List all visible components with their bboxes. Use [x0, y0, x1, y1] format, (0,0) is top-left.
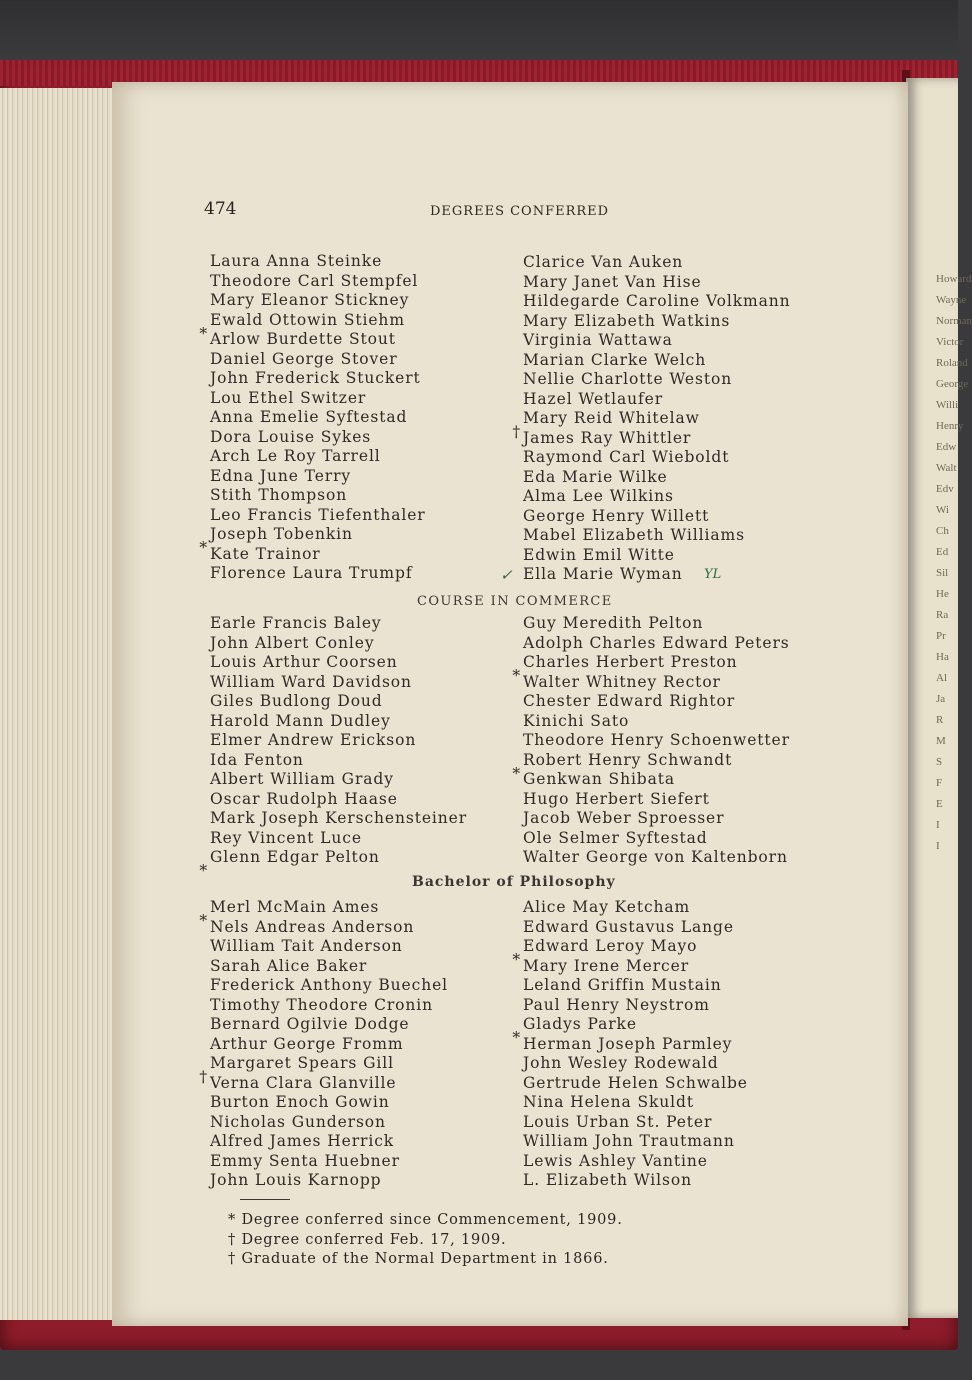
- section-heading-commerce: COURSE IN COMMERCE: [417, 594, 613, 609]
- facing-page: [906, 78, 972, 1318]
- graduate-name: * Merl McMain Ames: [199, 898, 380, 930]
- top-list-right-column: [512, 253, 791, 585]
- facing-page-fragment: George: [936, 378, 969, 390]
- facing-page-fragment: F: [936, 777, 943, 789]
- graduate-name-text: Eda Marie Wilke: [523, 467, 668, 486]
- facing-page-fragment: Sil: [936, 567, 949, 579]
- graduate-name-text: Oscar Rudolph Haase: [210, 789, 398, 808]
- footnotes: [228, 1211, 623, 1270]
- commerce-right-column: [512, 614, 790, 868]
- facing-page-fragment: He: [936, 588, 949, 600]
- facing-page-fragment: Walt: [936, 462, 957, 474]
- graduate-name-text: Mary Elizabeth Watkins: [523, 311, 731, 330]
- graduate-name: [523, 614, 790, 634]
- graduate-name: [523, 976, 748, 996]
- facing-page-fragment: Willi: [936, 399, 959, 411]
- graduate-name: * Glenn Edgar Pelton: [199, 848, 380, 880]
- graduate-name-text: Adolph Charles Edward Peters: [523, 633, 790, 652]
- graduate-name-text: Lou Ethel Switzer: [210, 388, 367, 407]
- graduate-name: [210, 712, 467, 732]
- graduate-name-text: Robert Henry Schwandt: [523, 750, 733, 769]
- graduate-name-text: Harold Mann Dudley: [210, 711, 391, 730]
- graduate-name: [210, 1113, 448, 1133]
- graduate-name-text: Laura Anna Steinke: [210, 252, 383, 270]
- graduate-name-text: Edward Gustavus Lange: [523, 917, 734, 936]
- page-stack-edges: [0, 88, 120, 1320]
- graduate-name: * Ewald Ottowin Stiehm: [199, 310, 405, 343]
- graduate-name: [210, 389, 426, 409]
- graduate-name-text: Nels Andreas Anderson: [210, 917, 415, 936]
- philosophy-right-column: [512, 898, 748, 1191]
- graduate-name-text: John Albert Conley: [210, 633, 375, 652]
- footnote: † Graduate of the Normal Department in 1866.: [228, 1251, 609, 1267]
- graduate-name-text: Alfred James Herrick: [210, 1132, 395, 1150]
- graduate-name: [210, 653, 467, 673]
- handwritten-check-mark: ✓: [500, 566, 513, 584]
- graduate-name-text: Genkwan Shibata: [523, 770, 676, 788]
- graduate-name-text: Ewald Ottowin Stiehm: [210, 310, 405, 329]
- graduate-name: [523, 848, 790, 868]
- graduate-name-text: Ida Fenton: [210, 750, 304, 769]
- graduate-name: [210, 937, 448, 957]
- graduate-name: [210, 996, 448, 1016]
- graduate-name: [523, 1074, 748, 1094]
- graduate-name: [210, 350, 426, 370]
- facing-page-fragment: Edw: [936, 441, 957, 453]
- graduate-name: [523, 673, 790, 693]
- graduate-name: [210, 614, 467, 634]
- graduate-name: [523, 957, 748, 977]
- graduate-name-text: Alice May Ketcham: [523, 898, 691, 916]
- graduate-name-text: John Frederick Stuckert: [210, 369, 421, 387]
- graduate-name: [210, 1093, 448, 1113]
- graduate-name: [210, 790, 467, 810]
- graduate-name: [523, 253, 791, 273]
- facing-page-fragment: Henry: [936, 420, 964, 432]
- graduate-name: [210, 330, 426, 350]
- graduate-name-text: Herman Joseph Parmley: [523, 1034, 733, 1053]
- graduate-name: [210, 809, 467, 829]
- graduate-name: * Edward Leroy Mayo: [512, 937, 698, 969]
- graduate-name-text: William John Trautmann: [523, 1132, 735, 1150]
- graduate-name-text: Edward Leroy Mayo: [523, 937, 698, 955]
- graduate-name-text: Merl McMain Ames: [210, 898, 380, 916]
- graduate-name: [210, 428, 426, 448]
- graduate-name: [523, 507, 791, 527]
- graduate-name-text: Guy Meredith Pelton: [523, 614, 704, 632]
- philosophy-left-column: [199, 898, 449, 1191]
- graduate-name: [523, 1132, 748, 1152]
- graduate-name: [523, 565, 791, 585]
- graduate-name: [210, 1015, 448, 1035]
- graduate-name: [210, 692, 467, 712]
- graduate-name: [210, 957, 448, 977]
- facing-page-fragment: Pr: [936, 630, 946, 642]
- facing-page-fragment: Norman: [936, 315, 972, 327]
- facing-page-fragment: Wayne: [936, 294, 967, 306]
- facing-page-fragment: Edv: [936, 483, 954, 495]
- graduate-name-text: Walter Whitney Rector: [523, 672, 721, 691]
- graduate-name-text: Ole Selmer Syftestad: [523, 828, 708, 847]
- running-head: DEGREES CONFERRED: [430, 204, 610, 219]
- graduate-name: [523, 370, 791, 390]
- graduate-name-text: Hugo Herbert Siefert: [523, 789, 710, 808]
- facing-page-fragment: Wi: [936, 504, 949, 516]
- graduate-name-text: Nicholas Gunderson: [210, 1112, 386, 1131]
- graduate-name-text: Rey Vincent Luce: [210, 828, 362, 847]
- graduate-name-text: Louis Arthur Coorsen: [210, 653, 398, 671]
- graduate-name: [523, 1093, 748, 1113]
- graduate-name-text: William Ward Davidson: [210, 672, 412, 691]
- graduate-name: [523, 292, 791, 312]
- graduate-name-text: Ella Marie Wyman: [523, 565, 683, 583]
- graduate-name-text: Paul Henry Neystrom: [523, 995, 710, 1014]
- graduate-name: [210, 1171, 448, 1191]
- graduate-name: [523, 1035, 748, 1055]
- graduate-name-text: Dora Louise Sykes: [210, 427, 372, 446]
- graduate-name-text: Edna June Terry: [210, 466, 352, 485]
- graduate-name-text: Nina Helena Skuldt: [523, 1093, 694, 1111]
- graduate-name: [523, 546, 791, 566]
- graduate-name-text: Mark Joseph Kerschensteiner: [210, 809, 468, 827]
- graduate-name-text: Hildegarde Caroline Volkmann: [523, 292, 791, 310]
- graduate-name: [523, 770, 790, 790]
- graduate-name-text: Lewis Ashley Vantine: [523, 1151, 708, 1170]
- handwritten-initials: YL: [704, 567, 722, 582]
- graduate-name-text: Gladys Parke: [523, 1015, 637, 1033]
- graduate-name: [523, 487, 791, 507]
- graduate-name: [523, 829, 790, 849]
- graduate-name-text: L. Elizabeth Wilson: [523, 1171, 692, 1189]
- graduate-name-text: Verna Clara Glanville: [210, 1073, 397, 1092]
- graduate-name: [210, 1074, 448, 1094]
- graduate-name: [523, 996, 748, 1016]
- footnote: * Degree conferred since Commencement, 1909.: [228, 1212, 623, 1228]
- graduate-name-text: Mary Janet Van Hise: [523, 272, 702, 291]
- graduate-name-text: Joseph Tobenkin: [210, 525, 353, 543]
- graduate-name: [210, 1132, 448, 1152]
- graduate-name-text: Arch Le Roy Tarrell: [210, 447, 381, 465]
- graduate-name: * Gladys Parke: [512, 1015, 637, 1047]
- footnote-rule: [240, 1199, 290, 1200]
- graduate-name: [210, 976, 448, 996]
- graduate-name: [523, 390, 791, 410]
- graduate-name-text: Kinichi Sato: [523, 711, 630, 730]
- graduate-name-text: Chester Edward Rightor: [523, 692, 736, 710]
- graduate-name-text: Jacob Weber Sproesser: [523, 809, 725, 827]
- graduate-name-text: Theodore Carl Stempfel: [210, 271, 419, 290]
- graduate-name-text: Virginia Wattawa: [523, 331, 673, 349]
- graduate-name-text: Edwin Emil Witte: [523, 545, 675, 564]
- graduate-name-text: Alma Lee Wilkins: [523, 487, 674, 505]
- graduate-name: [210, 272, 426, 292]
- graduate-name-text: Theodore Henry Schoenwetter: [523, 731, 790, 749]
- facing-page-fragment: I: [936, 819, 940, 831]
- graduate-name-text: Clarice Van Auken: [523, 253, 684, 271]
- graduate-name-text: Timothy Theodore Cronin: [210, 995, 434, 1014]
- graduate-name-text: Kate Trainor: [210, 544, 321, 563]
- graduate-name-text: Frederick Anthony Buechel: [210, 976, 449, 994]
- graduate-name: [523, 468, 791, 488]
- graduate-name: [523, 898, 748, 918]
- graduate-name: [523, 351, 791, 371]
- graduate-name: [210, 291, 426, 311]
- graduate-name-text: Leo Francis Tiefenthaler: [210, 505, 426, 524]
- graduate-name-text: James Ray Whittler: [523, 428, 692, 447]
- facing-page-fragment: Victor: [936, 336, 964, 348]
- facing-page-fragment: R: [936, 714, 944, 726]
- graduate-name: [523, 312, 791, 332]
- commerce-left-column: [199, 614, 468, 880]
- graduate-name: [210, 673, 467, 693]
- graduate-name: [210, 731, 467, 751]
- graduate-name-text: Gertrude Helen Schwalbe: [523, 1073, 748, 1092]
- graduate-name: [210, 408, 426, 428]
- graduate-name-text: Mary Irene Mercer: [523, 956, 690, 975]
- graduate-name: [523, 809, 790, 829]
- graduate-name: [210, 829, 467, 849]
- graduate-name-text: Earle Francis Baley: [210, 614, 382, 632]
- graduate-name-text: Bernard Ogilvie Dodge: [210, 1015, 410, 1033]
- facing-page-fragment: Ra: [936, 609, 949, 621]
- page-number: 474: [204, 199, 237, 219]
- graduate-name: [523, 731, 790, 751]
- graduate-name: [523, 429, 791, 449]
- graduate-name-text: Stith Thompson: [210, 486, 348, 504]
- facing-page-fragment: Roland: [936, 357, 968, 369]
- graduate-name-text: Elmer Andrew Erickson: [210, 731, 417, 749]
- graduate-name: [210, 1035, 448, 1055]
- facing-page-fragment: M: [936, 735, 946, 747]
- graduate-name: [523, 918, 748, 938]
- graduate-name: [210, 467, 426, 487]
- facing-page-fragment: I: [936, 840, 940, 852]
- facing-page-fragment: E: [936, 798, 943, 810]
- graduate-name: * Robert Henry Schwandt: [512, 750, 733, 783]
- facing-page-fragment: Ed: [936, 546, 949, 558]
- graduate-name: [523, 790, 790, 810]
- graduate-name: [210, 770, 467, 790]
- graduate-name-text: Raymond Carl Wieboldt: [523, 448, 730, 466]
- graduate-name: [210, 751, 467, 771]
- graduate-name-text: Marian Clarke Welch: [523, 350, 707, 369]
- graduate-name: [523, 1054, 748, 1074]
- graduate-name-text: Margaret Spears Gill: [210, 1054, 394, 1072]
- graduate-name: [523, 1152, 748, 1172]
- graduate-name: [210, 545, 426, 565]
- graduate-name-text: Walter George von Kaltenborn: [523, 848, 788, 866]
- graduate-name-text: Anna Emelie Syftestad: [210, 408, 408, 426]
- graduate-name: [523, 634, 790, 654]
- graduate-name: [210, 634, 467, 654]
- graduate-name-text: Arthur George Fromm: [210, 1034, 404, 1053]
- facing-page-fragment: Ch: [936, 525, 949, 537]
- graduate-name-text: Leland Griffin Mustain: [523, 976, 722, 994]
- section-heading-philosophy: Bachelor of Philosophy: [412, 874, 616, 890]
- graduate-name: [210, 252, 426, 272]
- facing-page-fragment: Howard: [936, 273, 972, 285]
- graduate-name-text: Burton Enoch Gowin: [210, 1093, 390, 1111]
- graduate-name: [523, 331, 791, 351]
- graduate-name-text: John Louis Karnopp: [210, 1171, 382, 1189]
- graduate-name-text: George Henry Willett: [523, 506, 710, 525]
- graduate-name-text: Charles Herbert Preston: [523, 653, 738, 671]
- graduate-name: [210, 1152, 448, 1172]
- graduate-name-text: Albert William Grady: [210, 770, 394, 788]
- graduate-name: [210, 486, 426, 506]
- graduate-name-text: Daniel George Stover: [210, 349, 398, 368]
- graduate-name: [210, 447, 426, 467]
- graduate-name-text: John Wesley Rodewald: [523, 1054, 719, 1072]
- top-list-left-column: [199, 252, 426, 584]
- graduate-name-text: Emmy Senta Huebner: [210, 1151, 400, 1170]
- graduate-name-text: Arlow Burdette Stout: [210, 330, 396, 348]
- graduate-name-text: Nellie Charlotte Weston: [523, 370, 733, 388]
- graduate-name: [210, 564, 426, 584]
- graduate-name-text: Glenn Edgar Pelton: [210, 848, 380, 866]
- graduate-name-text: Mary Eleanor Stickney: [210, 291, 410, 309]
- facing-page-fragment: Ha: [936, 651, 949, 663]
- graduate-name-text: Sarah Alice Baker: [210, 956, 368, 975]
- graduate-name-text: Mary Reid Whitelaw: [523, 409, 700, 427]
- graduate-name-text: Hazel Wetlaufer: [523, 389, 664, 408]
- footnote: † Degree conferred Feb. 17, 1909.: [228, 1231, 507, 1248]
- graduate-name: [210, 918, 448, 938]
- graduate-name: [523, 1171, 748, 1191]
- graduate-name: * Joseph Tobenkin: [199, 525, 353, 557]
- graduate-name: † Margaret Spears Gill: [199, 1054, 394, 1086]
- graduate-name: [523, 273, 791, 293]
- graduate-name: [210, 369, 426, 389]
- graduate-name-text: Florence Laura Trumpf: [210, 564, 413, 582]
- graduate-name: [523, 1113, 748, 1133]
- graduate-name: [210, 506, 426, 526]
- facing-page-fragment: Al: [936, 672, 947, 684]
- graduate-name: † Mary Reid Whitelaw: [512, 409, 700, 441]
- facing-page-fragment: S: [936, 756, 943, 768]
- graduate-name: [523, 692, 790, 712]
- graduate-name: [523, 448, 791, 468]
- graduate-name: * Charles Herbert Preston: [512, 653, 738, 685]
- graduate-name: [523, 712, 790, 732]
- graduate-name-text: Giles Budlong Doud: [210, 692, 383, 710]
- graduate-name-text: Mabel Elizabeth Williams: [523, 526, 745, 544]
- graduate-name-text: William Tait Anderson: [210, 937, 403, 955]
- facing-page-fragment: Ja: [936, 693, 946, 705]
- graduate-name: [523, 526, 791, 546]
- graduate-name-text: Louis Urban St. Peter: [523, 1112, 713, 1131]
